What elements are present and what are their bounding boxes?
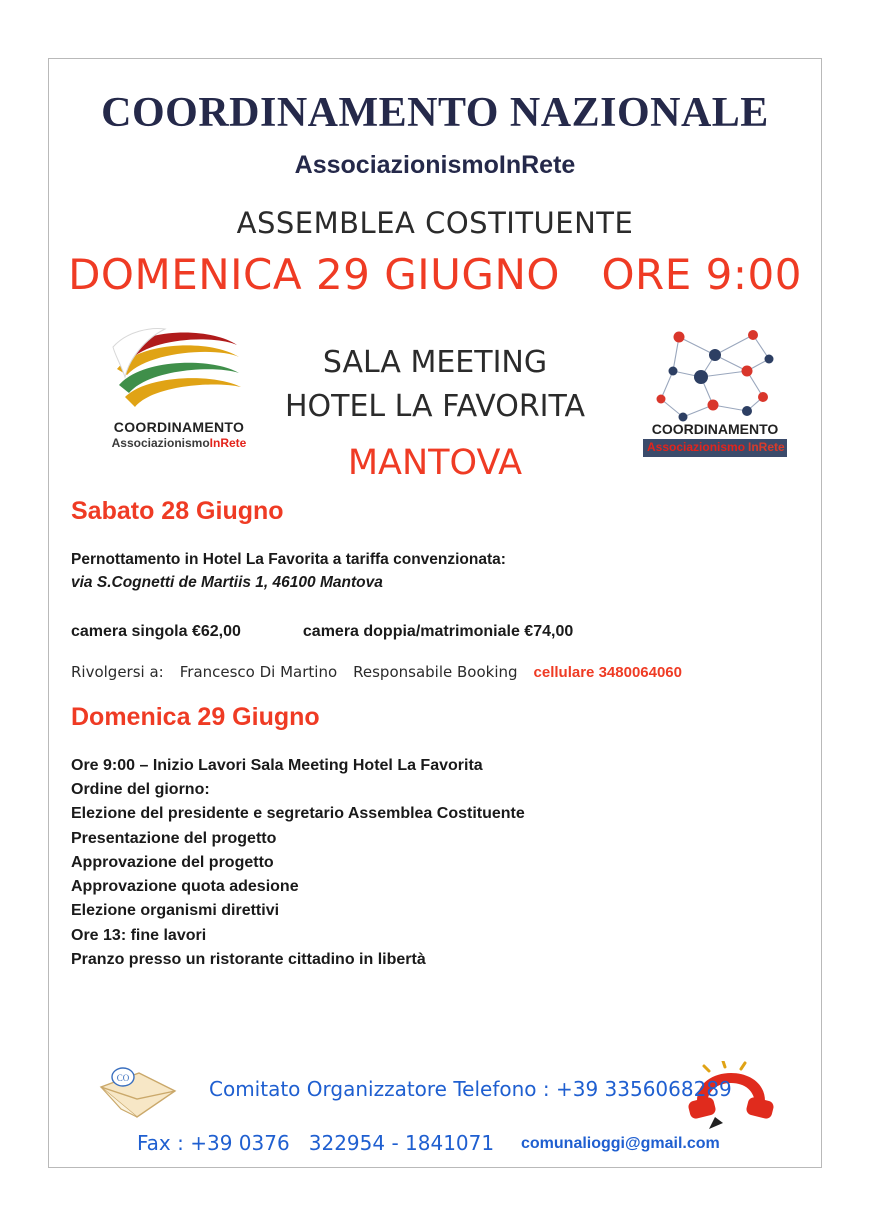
logo-right-bar xyxy=(643,439,787,457)
logo-left-caption: COORDINAMENTO xyxy=(113,419,245,436)
logo-right-bar-left: Associazionismo xyxy=(647,440,746,455)
logo-right-caption: COORDINAMENTO xyxy=(651,421,779,438)
poster-page xyxy=(48,58,822,1168)
booking-prefix: Rivolgersi a: xyxy=(71,662,164,681)
booking-name: Francesco Di Martino xyxy=(179,662,338,681)
agenda-item: Ordine del giorno: xyxy=(71,780,210,798)
venue-city: MANTOVA xyxy=(347,443,523,484)
agenda-item: Approvazione quota adesione xyxy=(71,878,299,896)
agenda-item: Ore 13: fine lavori xyxy=(71,926,207,944)
envelope-icon xyxy=(95,1065,181,1127)
logo-left-caption2-black: Associazionismo xyxy=(111,436,210,451)
fax-number: Fax : +39 0376 322954 - 1841071 xyxy=(137,1131,495,1155)
venue-line-1: SALA MEETING xyxy=(322,345,548,381)
booking-phone: cellulare 3480064060 xyxy=(533,663,682,681)
agenda-item: Approvazione del progetto xyxy=(71,853,274,871)
booking-contact xyxy=(71,663,821,681)
overnight-info: Pernottamento in Hotel La Favorita a tariffa convenzionata: xyxy=(71,551,506,569)
saturday-heading: Sabato 28 Giugno xyxy=(71,497,284,526)
booking-role: Responsabile Booking xyxy=(353,662,518,681)
logo-left-caption2-red: InRete xyxy=(209,436,247,451)
sunday-heading: Domenica 29 Giugno xyxy=(71,702,320,731)
agenda-item: Presentazione del progetto xyxy=(71,829,277,847)
committee-phone: Comitato Organizzatore Telefono : +39 3356068289 xyxy=(209,1077,732,1101)
agenda-item: Pranzo presso un ristorante cittadino in libertà xyxy=(71,951,426,969)
email-address[interactable]: comunalioggi@gmail.com xyxy=(521,1135,720,1152)
svg-text:CO: CO xyxy=(116,1073,130,1083)
venue-line-2: HOTEL LA FAVORITA xyxy=(284,388,586,424)
room-single-rate: camera singola €62,00 xyxy=(71,622,241,640)
room-rates xyxy=(71,623,821,641)
footer xyxy=(49,1061,821,1181)
hotel-address: via S.Cognetti de Martiis 1, 46100 Mantova xyxy=(71,574,383,592)
venue-band xyxy=(49,321,821,491)
agenda-list xyxy=(71,754,821,973)
logo-right-bar-right: InRete xyxy=(748,440,785,455)
agenda-item: Elezione del presidente e segretario Assemblea Costituente xyxy=(71,805,525,823)
agenda-item: Ore 9:00 – Inizio Lavori Sala Meeting Hotel La Favorita xyxy=(71,756,483,774)
network-graph-icon xyxy=(643,321,787,427)
page-subtitle: AssociazionismoInRete xyxy=(294,151,576,180)
assembly-label: ASSEMBLEA COSTITUENTE xyxy=(236,206,634,241)
network-logo-right xyxy=(635,321,795,461)
agenda-item: Elezione organismi direttivi xyxy=(71,902,280,920)
room-double-rate: camera doppia/matrimoniale €74,00 xyxy=(302,622,574,640)
event-dateline: DOMENICA 29 GIUGNO ORE 9:00 xyxy=(68,250,802,300)
page-title: COORDINAMENTO NAZIONALE xyxy=(101,90,769,136)
